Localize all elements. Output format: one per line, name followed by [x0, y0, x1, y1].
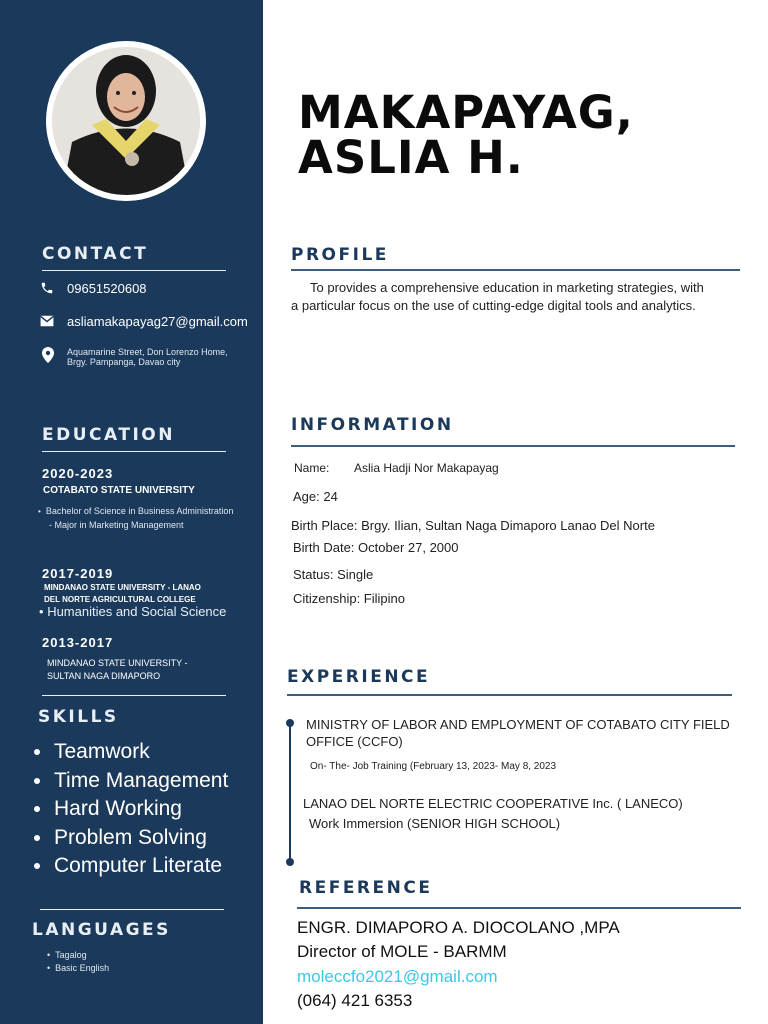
contact-address-line1: Aquamarine Street, Don Lorenzo Home,: [67, 347, 228, 357]
contact-divider: [42, 270, 226, 271]
education-major: - Major in Marketing Management: [49, 520, 184, 530]
information-heading: INFORMATION: [291, 415, 454, 435]
experience-job1-title-line2: OFFICE (CCFO): [306, 734, 403, 749]
experience-divider: [287, 694, 732, 696]
skill-item: [34, 740, 228, 769]
info-citizenship: Citizenship: Filipino: [293, 591, 405, 606]
profile-text-line1: To provides a comprehensive education in marketing strategies, with: [310, 280, 704, 295]
experience-job1-title-line1: MINISTRY OF LABOR AND EMPLOYMENT OF COTABATO CITY FIELD: [306, 717, 730, 732]
languages-heading: LANGUAGES: [32, 920, 171, 940]
language-label: Tagalog: [55, 950, 87, 960]
phone-icon: [40, 281, 54, 300]
info-birth-date: Birth Date: October 27, 2000: [293, 540, 459, 555]
skill-label: Hard Working: [54, 797, 182, 820]
full-name-line1: MAKAPAYAG,: [298, 86, 634, 139]
skill-label: Time Management: [54, 768, 229, 792]
skill-label: Teamwork: [54, 740, 150, 763]
education-school-line2: DEL NORTE AGRICULTURAL COLLEGE: [44, 595, 196, 604]
info-birth-place: Birth Place: Brgy. Ilian, Sultan Naga Dimaporo Lanao Del Norte: [291, 518, 655, 533]
education-heading: EDUCATION: [42, 425, 175, 445]
information-divider: [291, 445, 735, 447]
skills-list: [34, 740, 228, 883]
education-school: COTABATO STATE UNIVERSITY: [43, 485, 195, 496]
profile-photo: [46, 41, 206, 201]
timeline-dot: [286, 719, 294, 727]
experience-job2-title: LANAO DEL NORTE ELECTRIC COOPERATIVE Inc. ( LANECO): [303, 796, 683, 811]
location-pin-icon: [42, 347, 54, 368]
reference-heading: REFERENCE: [299, 878, 433, 898]
education-school-line2: SULTAN NAGA DIMAPORO: [47, 671, 161, 681]
skills-top-divider: [42, 695, 226, 696]
timeline-line: [289, 722, 291, 862]
contact-phone[interactable]: 09651520608: [67, 281, 147, 296]
full-name-line2: ASLIA H.: [298, 131, 524, 184]
reference-divider: [297, 907, 741, 909]
graduate-portrait-image: [52, 47, 200, 195]
skill-item: [34, 854, 228, 883]
skill-label: Computer Literate: [54, 854, 223, 877]
contact-heading: CONTACT: [42, 244, 149, 264]
education-years: 2017-2019: [42, 566, 114, 581]
reference-name: ENGR. DIMAPORO A. DIOCOLANO ,MPA: [297, 918, 620, 937]
timeline-dot: [286, 858, 294, 866]
reference-phone: (064) 421 6353: [297, 991, 413, 1010]
skill-item: [34, 769, 228, 798]
skill-item: [34, 826, 228, 855]
contact-address-line2: Brgy. Pampanga, Davao city: [67, 357, 181, 367]
language-item: • Tagalog: [47, 950, 87, 960]
experience-job2-detail: Work Immersion (SENIOR HIGH SCHOOL): [309, 816, 561, 831]
education-degree: Bachelor of Science in Business Administration: [45, 506, 234, 516]
education-divider: [42, 451, 226, 452]
skill-item: [34, 797, 228, 826]
language-item: • Basic English: [47, 963, 110, 973]
education-strand: • Humanities and Social Science: [39, 604, 227, 619]
language-label: Basic English: [55, 963, 110, 973]
education-years: 2013-2017: [42, 635, 114, 650]
profile-divider: [291, 269, 740, 271]
reference-email-link[interactable]: moleccfo2021@gmail.com: [297, 967, 498, 986]
avatar: [52, 47, 200, 195]
profile-text-line2: a particular focus on the use of cutting-edge digital tools and analytics.: [291, 298, 696, 313]
info-name-label: Name:: [294, 461, 330, 475]
info-age: Age: 24: [293, 489, 338, 504]
profile-heading: PROFILE: [291, 245, 389, 265]
education-school-line1: MINDANAO STATE UNIVERSITY - LANAO: [44, 583, 201, 592]
mail-icon: [40, 314, 54, 332]
skill-label: Problem Solving: [54, 825, 207, 849]
contact-email[interactable]: asliamakapayag27@gmail.com: [67, 314, 248, 329]
reference-title: Director of MOLE - BARMM: [297, 942, 507, 961]
info-status: Status: Single: [293, 567, 374, 582]
experience-job1-detail: On- The- Job Training (February 13, 2023- May 8, 2023: [310, 761, 557, 772]
education-detail: • Bachelor of Science in Business Administration: [38, 506, 234, 516]
education-years: 2020-2023: [42, 466, 114, 481]
languages-divider: [40, 909, 224, 910]
education-school-line1: MINDANAO STATE UNIVERSITY -: [47, 658, 188, 668]
info-name-value: Aslia Hadji Nor Makapayag: [354, 461, 499, 475]
skills-heading: SKILLS: [38, 707, 119, 727]
experience-heading: EXPERIENCE: [287, 667, 431, 687]
education-strand-label: Humanities and Social Science: [47, 604, 227, 619]
